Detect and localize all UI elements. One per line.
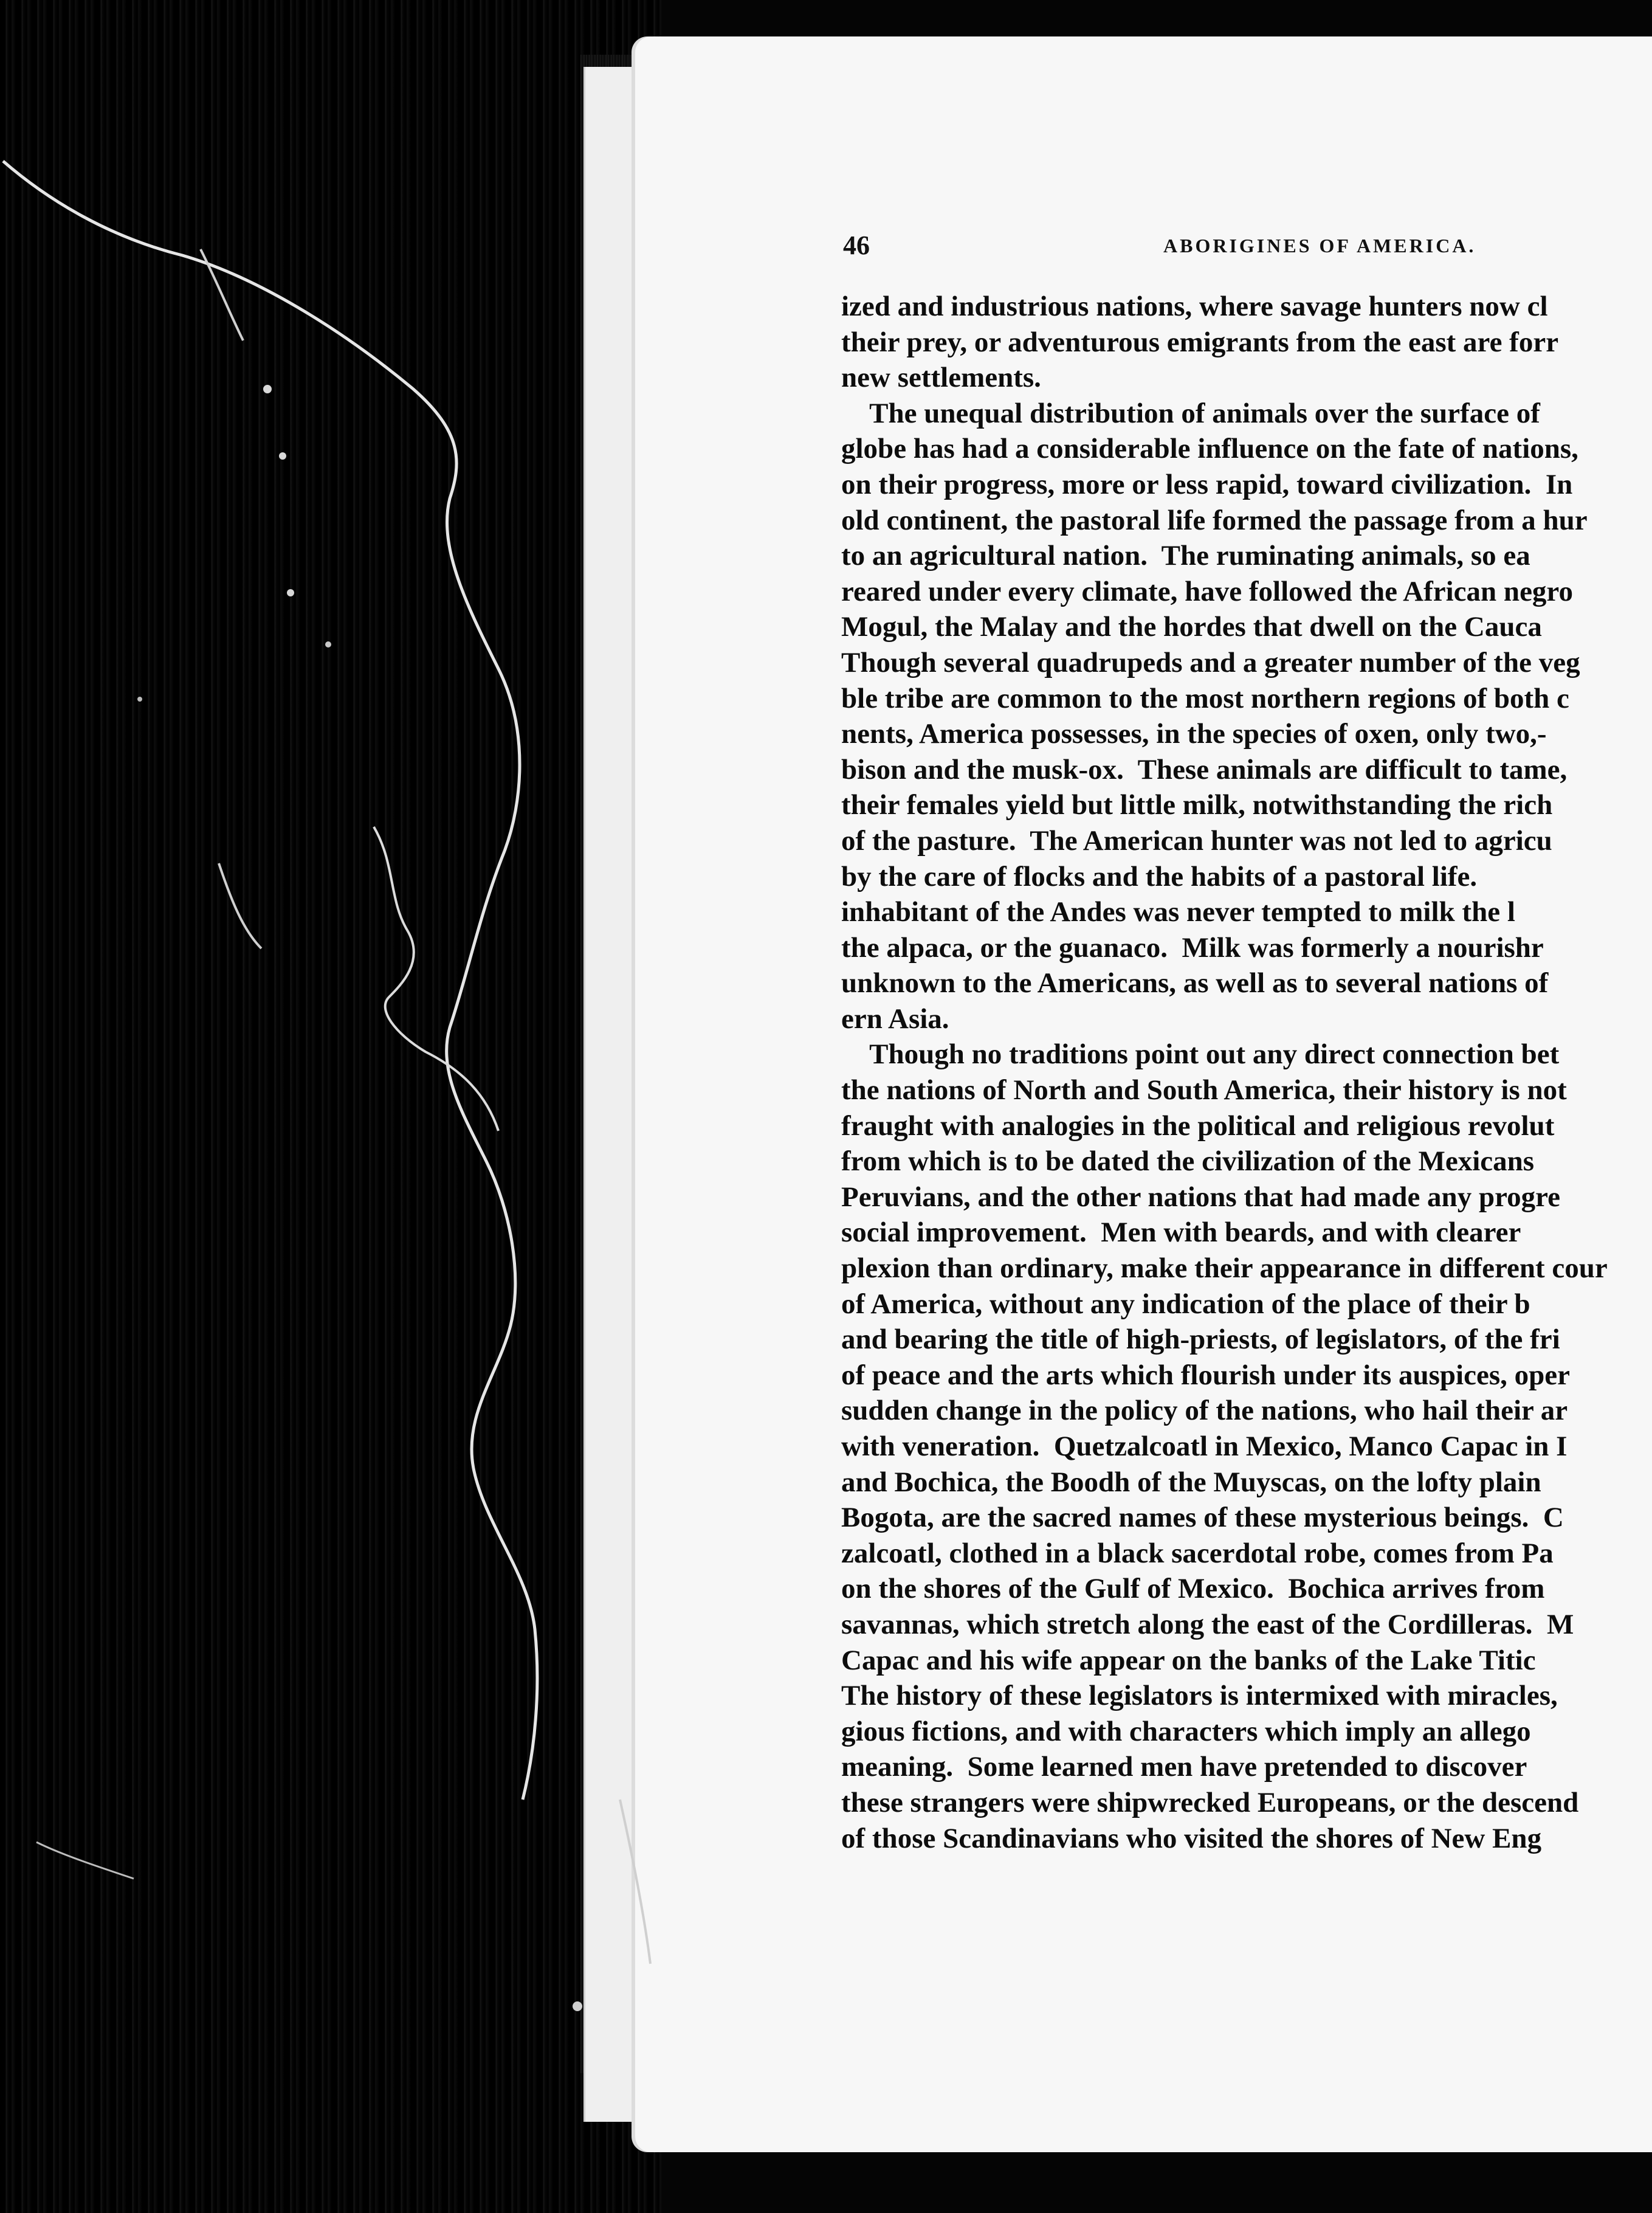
- text-line: Bogota, are the sacred names of these mysterious beings. C: [841, 1502, 1564, 1534]
- text-line: ern Asia.: [841, 1003, 949, 1035]
- body-text: [841, 289, 1652, 1930]
- text-line: and Bochica, the Boodh of the Muyscas, on the lofty plain: [841, 1466, 1541, 1498]
- text-line: the alpaca, or the guanaco. Milk was formerly a nourishr: [841, 931, 1544, 964]
- text-line: The history of these legislators is intermixed with miracles,: [841, 1680, 1558, 1712]
- text-line: Though several quadrupeds and a greater number of the veg: [841, 646, 1580, 678]
- text-line: savannas, which stretch along the east of the Cordilleras. M: [841, 1608, 1574, 1640]
- text-line: Mogul, the Malay and the hordes that dwell on the Cauca: [841, 611, 1542, 643]
- text-line: globe has had a considerable influence on the fate of nations,: [841, 433, 1578, 465]
- text-line: from which is to be dated the civilization of the Mexicans: [841, 1145, 1535, 1178]
- running-head: [843, 230, 1652, 261]
- text-line: the nations of North and South America, their history is not: [841, 1074, 1567, 1106]
- text-line: fraught with analogies in the political and religious revolut: [841, 1110, 1555, 1142]
- text-line: reared under every climate, have followed the African negro: [841, 575, 1573, 607]
- text-line: of the pasture. The American hunter was not led to agricu: [841, 824, 1552, 857]
- text-line: ble tribe are common to the most northern regions of both c: [841, 682, 1569, 714]
- text-line: on their progress, more or less rapid, toward civilization. In: [841, 468, 1573, 500]
- text-line: old continent, the pastoral life formed the passage from a hur: [841, 504, 1588, 536]
- text-line: their females yield but little milk, notwithstanding the rich: [841, 789, 1553, 821]
- text-line: zalcoatl, clothed in a black sacerdotal robe, comes from Pa: [841, 1537, 1554, 1569]
- text-line: to an agricultural nation. The ruminating animals, so ea: [841, 540, 1530, 572]
- book-page-edges: [0, 0, 663, 2213]
- text-line: meaning. Some learned men have pretended to discover: [841, 1751, 1527, 1783]
- running-title: ABORIGINES OF AMERICA.: [1163, 235, 1476, 257]
- text-line: of America, without any indication of the place of their b: [841, 1288, 1530, 1320]
- text-line: sudden change in the policy of the nations, who hail their ar: [841, 1395, 1568, 1427]
- text-line: with veneration. Quetzalcoatl in Mexico, Manco Capac in I: [841, 1431, 1568, 1462]
- text-line: gious fictions, and with characters which imply an allego: [841, 1715, 1531, 1747]
- text-line: Peruvians, and the other nations that had made any progre: [841, 1181, 1560, 1213]
- text-line: nents, America possesses, in the species of oxen, only two,-: [841, 718, 1547, 750]
- text-line: and bearing the title of high-priests, of legislators, of the fri: [841, 1324, 1560, 1356]
- text-line: The unequal distribution of animals over the surface of: [841, 397, 1540, 429]
- text-line: new settlements.: [841, 362, 1041, 394]
- text-line: of peace and the arts which flourish under its auspices, oper: [841, 1359, 1570, 1391]
- text-line: by the care of flocks and the habits of a pastoral life.: [841, 860, 1478, 892]
- text-line: plexion than ordinary, make their appearance in different cour: [841, 1252, 1608, 1285]
- text-line: Capac and his wife appear on the banks of the Lake Titic: [841, 1644, 1536, 1676]
- text-line: of those Scandinavians who visited the shores of New Eng: [841, 1822, 1542, 1854]
- text-line: inhabitant of the Andes was never tempted to milk the l: [841, 896, 1515, 928]
- text-line: their prey, or adventurous emigrants from the east are forr: [841, 326, 1559, 358]
- text-line: unknown to the Americans, as well as to several nations of: [841, 967, 1549, 999]
- text-line: on the shores of the Gulf of Mexico. Bochica arrives from: [841, 1573, 1545, 1605]
- text-line: bison and the musk-ox. These animals are difficult to tame,: [841, 753, 1568, 785]
- text-line: Though no traditions point out any direct connection bet: [841, 1038, 1560, 1071]
- text-line: social improvement. Men with beards, and with clearer: [841, 1217, 1521, 1249]
- text-line: ized and industrious nations, where savage hunters now cl: [841, 291, 1548, 322]
- page-number: 46: [843, 230, 870, 260]
- text-line: these strangers were shipwrecked Europeans, or the descend: [841, 1786, 1579, 1818]
